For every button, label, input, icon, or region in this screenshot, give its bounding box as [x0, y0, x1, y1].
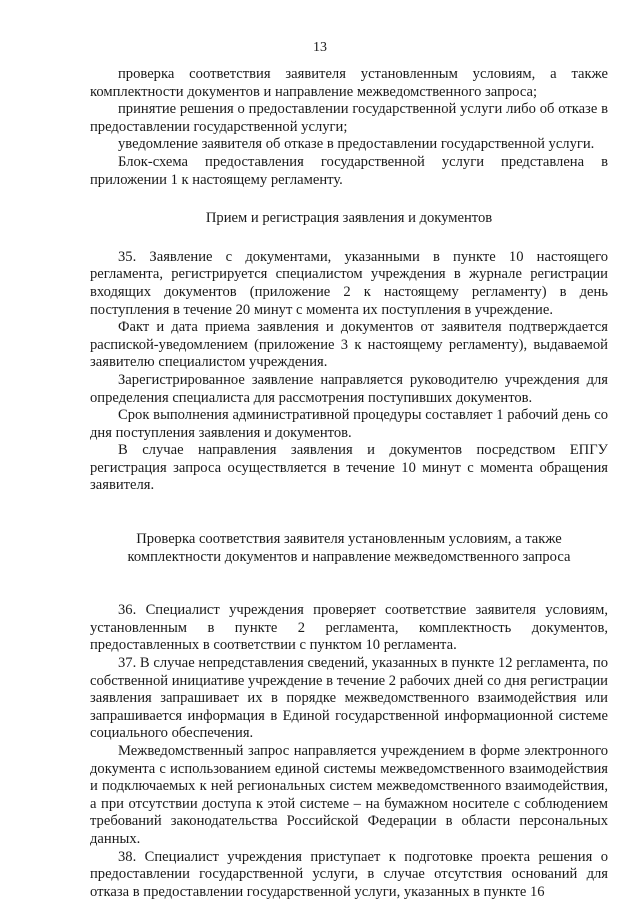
section-heading [90, 531, 608, 566]
paragraph: принятие решения о предоставлении государственной услуги либо об отказе в предоставлении государственной услуги; [90, 101, 608, 135]
paragraph: проверка соответствия заявителя установленным условиям, а также комплектности документов и направление межведомственного запроса; [90, 66, 608, 100]
section-heading-line: комплектности документов и направление межведомственного запроса [127, 548, 571, 565]
section-heading-line: Проверка соответствия заявителя установленным условиям, а также [136, 531, 562, 548]
page-number: 13 [313, 40, 327, 55]
paragraph: уведомление заявителя об отказе в предоставлении государственной услуги. [118, 136, 595, 153]
section-heading: Прием и регистрация заявления и документов [205, 210, 493, 227]
paragraph: Срок выполнения административной процедуры составляет 1 рабочий день со дня поступления заявления и документов. [90, 407, 608, 441]
paragraph: В случае направления заявления и документов посредством ЕПГУ регистрация запроса осуществляется в течение 10 минут с момента обращения заявителя. [90, 442, 608, 494]
paragraph: 38. Специалист учреждения приступает к подготовке проекта решения о предоставлении государственной услуги, в случае отсутствия оснований для отказа в предоставлении государственной услуги, указанных в пункте 16 [90, 848, 608, 900]
paragraph: 37. В случае непредставления сведений, указанных в пункте 12 регламента, по собственной инициативе учреждение в течение 2 рабочих дней со дня регистрации заявления запрашивает их в порядке межведомственного взаимодействия или запрашивается информация в Единой государственной информационной системе социального обеспечения. [90, 655, 608, 742]
paragraph: Зарегистрированное заявление направляется руководителю учреждения для определения специалиста для рассмотрения поступивших документов. [90, 371, 608, 406]
paragraph: 36. Специалист учреждения проверяет соответствие заявителя условиям, установленным в пункте 2 регламента, комплектность документов, предоставленных в соответствии с пунктом 10 регламента. [90, 602, 608, 654]
paragraph: Блок-схема предоставления государственной услуги представлена в приложении 1 к настоящему регламенту. [90, 153, 608, 188]
paragraph: Факт и дата приема заявления и документов от заявителя подтверждается распиской-уведомлением (приложение 3 к настоящему регламенту), выдаваемой заявителю специалистом учреждения. [90, 319, 608, 371]
paragraph: Межведомственный запрос направляется учреждением в форме электронного документа с использованием единой системы межведомственного взаимодействия и подключаемых к ней региональных систем межведомственного взаимодействия, а при отсутствии доступа к этой системе – на бумажном носителе с соблюдением требований законодательства Российской Федерации в области персональных данных. [90, 743, 608, 847]
paragraph: 35. Заявление с документами, указанными в пункте 10 настоящего регламента, регистрируется специалистом учреждения в журнале регистрации входящих документов (приложение 2 к настоящему регламенту) в день поступления в течение 20 минут с момента их поступления в учреждение. [90, 248, 608, 318]
document-body [90, 66, 608, 901]
